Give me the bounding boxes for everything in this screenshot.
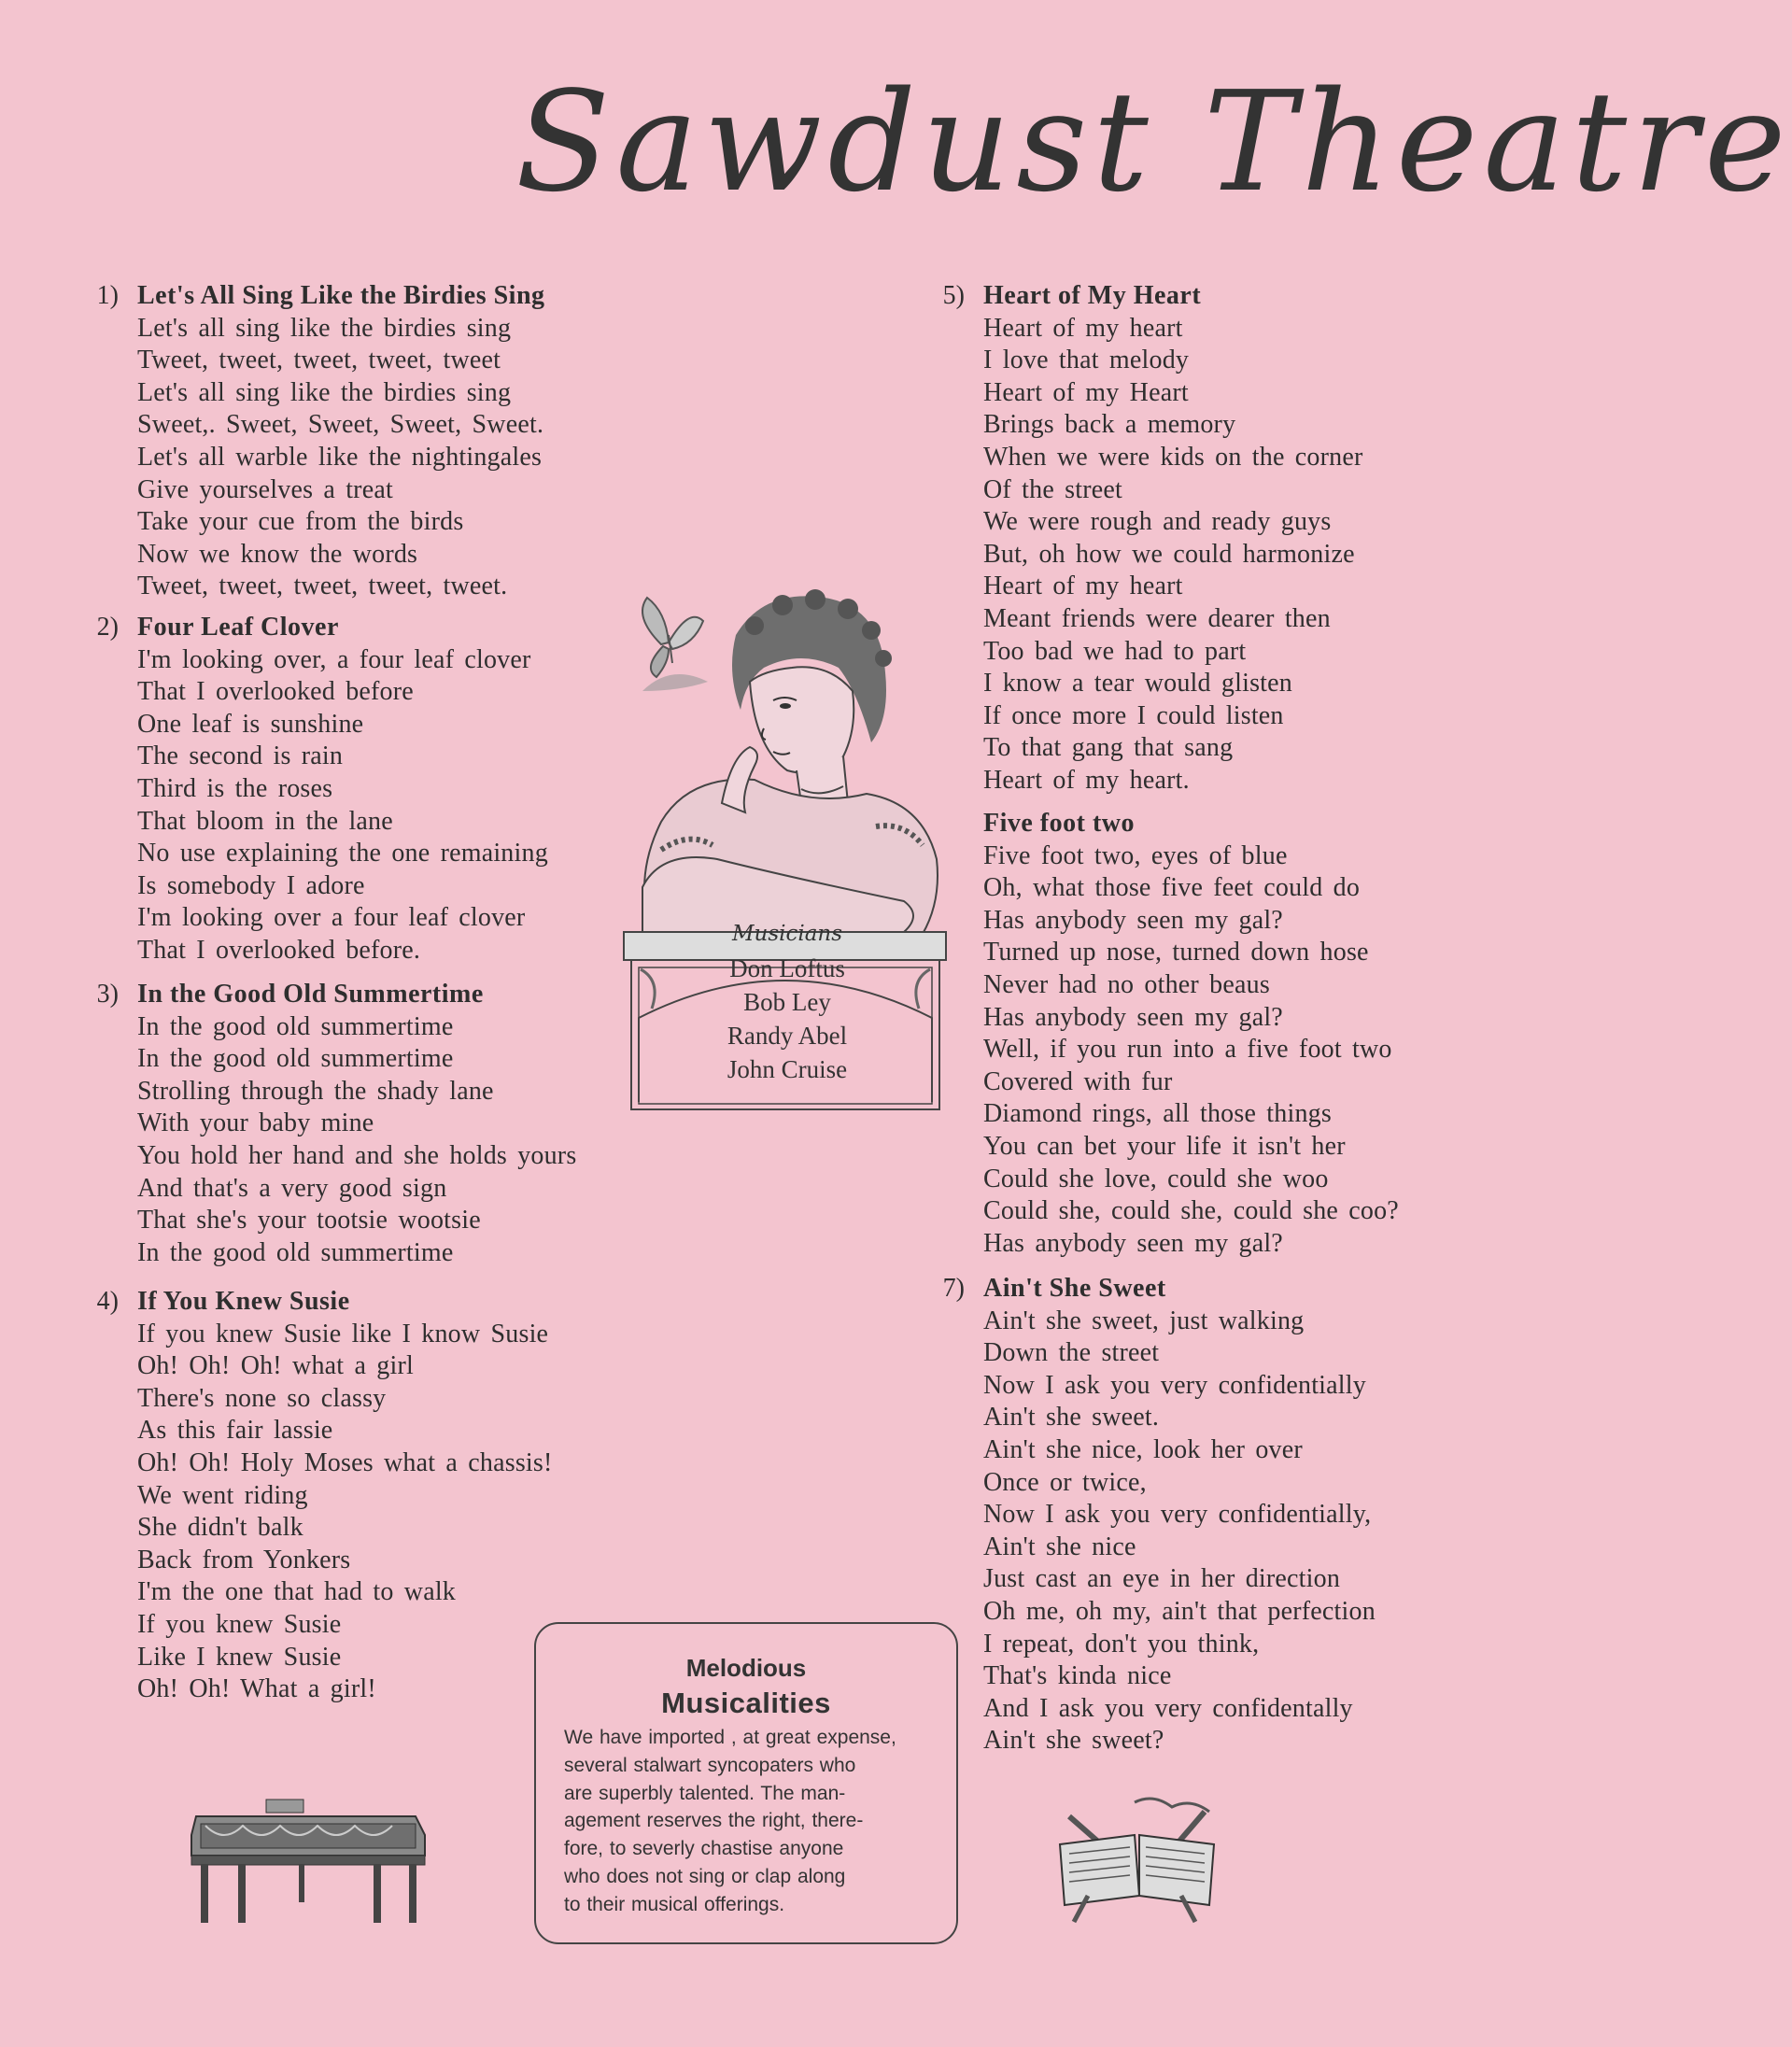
lyric-line: You hold her hand and she holds yours	[137, 1140, 577, 1170]
lyric-line: Is somebody I adore	[137, 870, 365, 900]
lyric-line: Of the street	[983, 474, 1122, 504]
song-block	[942, 280, 1363, 798]
lyric-line: Let's all warble like the nightingales	[137, 442, 543, 472]
lyric-line: Tweet, tweet, tweet, tweet, tweet.	[137, 572, 508, 601]
box-line: We have imported , at great expense,	[564, 1727, 896, 1748]
lyric-line: Tweet, tweet, tweet, tweet, tweet	[137, 346, 501, 375]
song-number: 5)	[942, 281, 965, 310]
lyric-line: Now we know the words	[137, 539, 418, 569]
lyric-line: Heart of my heart	[983, 572, 1183, 601]
song-title: Four Leaf Clover	[137, 613, 339, 642]
musicalities-box	[534, 1622, 958, 1944]
song-title: In the Good Old Summertime	[137, 980, 484, 1009]
lyric-line: If you knew Susie	[137, 1609, 342, 1639]
lyric-line: In the good old summertime	[137, 1044, 454, 1074]
lyric-line: Ain't she sweet?	[983, 1726, 1164, 1756]
lyric-line: Oh! Oh! Oh! what a girl	[137, 1351, 414, 1381]
box-line: fore, to severly chastise anyone	[564, 1838, 844, 1860]
song-number: 2)	[96, 613, 119, 642]
lyric-line: In the good old summertime	[137, 1237, 454, 1267]
song-block	[96, 979, 577, 1269]
lyric-line: And that's a very good sign	[137, 1173, 447, 1203]
lyric-line: Now I ask you very confidentially,	[983, 1500, 1372, 1530]
lyric-line: Ain't she sweet, just walking	[983, 1306, 1305, 1335]
box-title-line1: Melodious	[685, 1654, 807, 1682]
piano-icon	[187, 1798, 430, 1928]
lyric-line: She didn't balk	[137, 1513, 303, 1543]
lyric-line: Back from Yonkers	[137, 1545, 351, 1574]
song-block	[96, 612, 548, 967]
lyric-line: Heart of my Heart	[983, 377, 1189, 407]
song-block	[983, 808, 1399, 1260]
lyric-line: And I ask you very confidentally	[983, 1693, 1353, 1723]
song-block	[96, 1286, 553, 1706]
lyric-line: We went riding	[137, 1480, 308, 1510]
musician-name: Randy Abel	[727, 1022, 848, 1050]
musician-name: Don Loftus	[729, 954, 845, 982]
lyric-line: Ain't she sweet.	[983, 1403, 1160, 1433]
lyric-line: When we were kids on the corner	[983, 442, 1363, 472]
musicians-heading: Musicians	[731, 922, 843, 946]
lyric-line: If once more I could listen	[983, 700, 1284, 730]
song-title: Let's All Sing Like the Birdies Sing	[137, 281, 545, 310]
lyric-line: Third is the roses	[137, 773, 333, 803]
lyric-line: Once or twice,	[983, 1467, 1147, 1497]
lyric-line: That bloom in the lane	[137, 806, 393, 836]
lyric-line: Well, if you run into a five foot two	[983, 1035, 1392, 1065]
musician-name: Bob Ley	[743, 988, 831, 1016]
lyric-line: Heart of my heart.	[983, 765, 1190, 795]
lyric-line: But, oh how we could harmonize	[983, 539, 1355, 569]
lyric-line: Heart of my heart	[983, 313, 1183, 343]
lyric-line: Brings back a memory	[983, 410, 1236, 440]
lyric-line: That I overlooked before.	[137, 935, 421, 965]
song-block	[96, 280, 545, 603]
page-title: Sawdust Theatre	[515, 62, 1792, 222]
lyric-line: Turned up nose, turned down hose	[983, 938, 1369, 967]
lyric-line: Diamond rings, all those things	[983, 1099, 1332, 1129]
lyric-line: That's kinda nice	[983, 1661, 1172, 1691]
song-number: 3)	[96, 980, 119, 1009]
musicians-plaque	[628, 922, 946, 1086]
song-number: 4)	[96, 1287, 119, 1316]
lyric-line: Ain't she nice	[983, 1532, 1136, 1561]
lyric-line: With your baby mine	[137, 1108, 374, 1138]
lyric-line: We were rough and ready guys	[983, 507, 1332, 537]
lyric-line: Oh! Oh! What a girl!	[137, 1674, 376, 1704]
lyric-line: Let's all sing like the birdies sing	[137, 313, 512, 343]
box-line: agement reserves the right, there-	[564, 1810, 864, 1832]
song-title: Ain't She Sweet	[983, 1274, 1166, 1303]
lyric-line: Could she, could she, could she coo?	[983, 1196, 1399, 1226]
lyric-line: To that gang that sang	[983, 733, 1234, 763]
lyric-line: I'm looking over, a four leaf clover	[137, 644, 531, 674]
musician-name: John Cruise	[727, 1055, 848, 1083]
lyric-line: Give yourselves a treat	[137, 474, 393, 504]
sheet-music-icon	[1051, 1793, 1223, 1924]
lyric-line: The second is rain	[137, 741, 344, 771]
lyric-line: That she's your tootsie wootsie	[137, 1206, 481, 1235]
lyric-line: Five foot two, eyes of blue	[983, 840, 1288, 870]
lyric-line: There's none so classy	[137, 1383, 387, 1413]
box-title-line2: Musicalities	[661, 1687, 831, 1719]
lyric-line: Ain't she nice, look her over	[983, 1434, 1303, 1464]
lyric-line: Strolling through the shady lane	[137, 1076, 494, 1106]
lyric-line: If you knew Susie like I know Susie	[137, 1319, 549, 1348]
lyric-line: Just cast an eye in her direction	[983, 1564, 1341, 1594]
lyric-line: Sweet,. Sweet, Sweet, Sweet, Sweet.	[137, 410, 544, 440]
lyric-line: As this fair lassie	[137, 1416, 333, 1446]
song-title: Five foot two	[983, 809, 1136, 838]
lyric-line: Has anybody seen my gal?	[983, 905, 1283, 935]
lyric-line: Down the street	[983, 1338, 1160, 1368]
lyric-line: Let's all sing like the birdies sing	[137, 377, 512, 407]
lyric-line: No use explaining the one remaining	[137, 839, 548, 868]
lyric-line: You can bet your life it isn't her	[983, 1131, 1346, 1161]
lyric-line: I repeat, don't you think,	[983, 1629, 1260, 1659]
box-line: are superbly talented. The man-	[564, 1782, 846, 1804]
lyric-line: I love that melody	[983, 346, 1190, 375]
box-line: who does not sing or clap along	[564, 1865, 846, 1887]
lyric-line: I know a tear would glisten	[983, 669, 1292, 699]
butterfly-icon	[642, 598, 703, 677]
lyric-line: Take your cue from the birds	[137, 507, 464, 537]
lyric-line: Could she love, could she woo	[983, 1164, 1329, 1193]
lyric-line: In the good old summertime	[137, 1011, 454, 1041]
box-body	[536, 1720, 956, 1919]
song-title: Heart of My Heart	[983, 281, 1202, 310]
lyric-line: Too bad we had to part	[983, 636, 1247, 666]
lyric-line: Like I knew Susie	[137, 1642, 342, 1672]
lyric-line: Never had no other beaus	[983, 969, 1270, 999]
lyric-line: Oh me, oh my, ain't that perfection	[983, 1596, 1376, 1626]
lyric-line: One leaf is sunshine	[137, 709, 364, 739]
song-block	[942, 1273, 1376, 1758]
lyric-line: Has anybody seen my gal?	[983, 1002, 1283, 1032]
lyric-line: Now I ask you very confidentially	[983, 1370, 1366, 1400]
lyric-line: Covered with fur	[983, 1066, 1173, 1096]
box-line: several stalwart syncopaters who	[564, 1754, 856, 1776]
lyric-line: Has anybody seen my gal?	[983, 1228, 1283, 1258]
lyric-line: Oh! Oh! Holy Moses what a chassis!	[137, 1447, 553, 1477]
song-number: 7)	[942, 1274, 965, 1303]
lyric-line: I'm looking over a four leaf clover	[137, 903, 526, 933]
lyric-line: I'm the one that had to walk	[137, 1577, 457, 1607]
lyric-line: Oh, what those five feet could do	[983, 873, 1361, 903]
lyric-line: Meant friends were dearer then	[983, 603, 1331, 633]
song-title: If You Knew Susie	[137, 1287, 350, 1316]
box-line: to their musical offerings.	[564, 1893, 785, 1915]
lyric-line: That I overlooked before	[137, 677, 414, 707]
song-number: 1)	[96, 281, 119, 310]
